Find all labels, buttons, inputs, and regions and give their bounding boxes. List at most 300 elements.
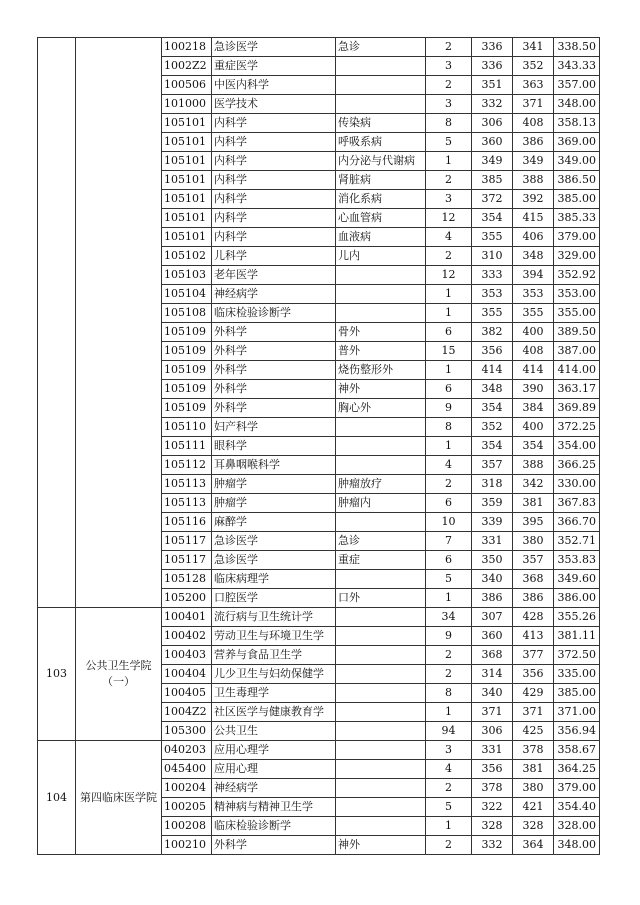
avg-score-cell: 379.00 xyxy=(554,779,600,798)
major-code-cell: 100405 xyxy=(162,684,212,703)
major-code-cell: 105101 xyxy=(162,171,212,190)
college-name-cell: 第四临床医学院 xyxy=(76,741,162,855)
major-name-cell: 麻醉学 xyxy=(212,513,336,532)
direction-cell: 急诊 xyxy=(336,38,426,57)
min-score-cell: 332 xyxy=(472,836,513,855)
major-name-cell: 肿瘤学 xyxy=(212,475,336,494)
major-name-cell: 中医内科学 xyxy=(212,76,336,95)
college-name-cell xyxy=(76,38,162,608)
max-score-cell: 328 xyxy=(513,817,554,836)
min-score-cell: 340 xyxy=(472,570,513,589)
major-code-cell: 105101 xyxy=(162,133,212,152)
avg-score-cell: 379.00 xyxy=(554,228,600,247)
max-score-cell: 341 xyxy=(513,38,554,57)
avg-score-cell: 387.00 xyxy=(554,342,600,361)
direction-cell: 神外 xyxy=(336,836,426,855)
avg-score-cell: 381.11 xyxy=(554,627,600,646)
max-score-cell: 380 xyxy=(513,532,554,551)
max-score-cell: 384 xyxy=(513,399,554,418)
direction-cell: 骨外 xyxy=(336,323,426,342)
min-score-cell: 354 xyxy=(472,399,513,418)
direction-cell xyxy=(336,608,426,627)
max-score-cell: 388 xyxy=(513,456,554,475)
direction-cell: 烧伤整形外 xyxy=(336,361,426,380)
major-name-cell: 外科学 xyxy=(212,380,336,399)
major-name-cell: 医学技术 xyxy=(212,95,336,114)
major-name-cell: 儿科学 xyxy=(212,247,336,266)
max-score-cell: 386 xyxy=(513,133,554,152)
min-score-cell: 333 xyxy=(472,266,513,285)
max-score-cell: 425 xyxy=(513,722,554,741)
direction-cell xyxy=(336,779,426,798)
avg-score-cell: 372.50 xyxy=(554,646,600,665)
admitted-count-cell: 1 xyxy=(426,304,472,323)
admitted-count-cell: 2 xyxy=(426,76,472,95)
direction-cell xyxy=(336,95,426,114)
avg-score-cell: 369.00 xyxy=(554,133,600,152)
avg-score-cell: 358.13 xyxy=(554,114,600,133)
max-score-cell: 364 xyxy=(513,836,554,855)
major-name-cell: 公共卫生 xyxy=(212,722,336,741)
major-code-cell: 100205 xyxy=(162,798,212,817)
min-score-cell: 385 xyxy=(472,171,513,190)
admitted-count-cell: 1 xyxy=(426,152,472,171)
avg-score-cell: 330.00 xyxy=(554,475,600,494)
direction-cell xyxy=(336,266,426,285)
major-code-cell: 1004Z2 xyxy=(162,703,212,722)
direction-cell xyxy=(336,817,426,836)
max-score-cell: 406 xyxy=(513,228,554,247)
min-score-cell: 353 xyxy=(472,285,513,304)
major-code-cell: 105101 xyxy=(162,209,212,228)
admitted-count-cell: 1 xyxy=(426,437,472,456)
major-name-cell: 耳鼻咽喉科学 xyxy=(212,456,336,475)
major-code-cell: 105109 xyxy=(162,380,212,399)
min-score-cell: 352 xyxy=(472,418,513,437)
direction-cell: 传染病 xyxy=(336,114,426,133)
direction-cell: 呼吸系病 xyxy=(336,133,426,152)
admitted-count-cell: 2 xyxy=(426,665,472,684)
avg-score-cell: 335.00 xyxy=(554,665,600,684)
max-score-cell: 349 xyxy=(513,152,554,171)
max-score-cell: 342 xyxy=(513,475,554,494)
avg-score-cell: 363.17 xyxy=(554,380,600,399)
major-name-cell: 临床检验诊断学 xyxy=(212,304,336,323)
direction-cell xyxy=(336,665,426,684)
max-score-cell: 386 xyxy=(513,589,554,608)
min-score-cell: 355 xyxy=(472,228,513,247)
admitted-count-cell: 15 xyxy=(426,342,472,361)
max-score-cell: 371 xyxy=(513,95,554,114)
min-score-cell: 307 xyxy=(472,608,513,627)
major-code-cell: 040203 xyxy=(162,741,212,760)
min-score-cell: 359 xyxy=(472,494,513,513)
direction-cell xyxy=(336,304,426,323)
avg-score-cell: 329.00 xyxy=(554,247,600,266)
admitted-count-cell: 1 xyxy=(426,361,472,380)
admitted-count-cell: 4 xyxy=(426,228,472,247)
major-code-cell: 100404 xyxy=(162,665,212,684)
avg-score-cell: 353.00 xyxy=(554,285,600,304)
max-score-cell: 381 xyxy=(513,760,554,779)
avg-score-cell: 385.00 xyxy=(554,190,600,209)
max-score-cell: 355 xyxy=(513,304,554,323)
min-score-cell: 360 xyxy=(472,133,513,152)
major-code-cell: 105109 xyxy=(162,399,212,418)
direction-cell: 普外 xyxy=(336,342,426,361)
major-code-cell: 105109 xyxy=(162,361,212,380)
major-name-cell: 内科学 xyxy=(212,228,336,247)
min-score-cell: 318 xyxy=(472,475,513,494)
max-score-cell: 348 xyxy=(513,247,554,266)
direction-cell xyxy=(336,570,426,589)
max-score-cell: 357 xyxy=(513,551,554,570)
max-score-cell: 429 xyxy=(513,684,554,703)
admitted-count-cell: 5 xyxy=(426,133,472,152)
major-name-cell: 内科学 xyxy=(212,114,336,133)
admitted-count-cell: 2 xyxy=(426,38,472,57)
major-code-cell: 100402 xyxy=(162,627,212,646)
major-name-cell: 神经病学 xyxy=(212,285,336,304)
avg-score-cell: 385.33 xyxy=(554,209,600,228)
major-name-cell: 临床病理学 xyxy=(212,570,336,589)
admitted-count-cell: 3 xyxy=(426,190,472,209)
min-score-cell: 357 xyxy=(472,456,513,475)
direction-cell xyxy=(336,76,426,95)
major-code-cell: 100506 xyxy=(162,76,212,95)
avg-score-cell: 366.25 xyxy=(554,456,600,475)
max-score-cell: 378 xyxy=(513,741,554,760)
direction-cell: 儿内 xyxy=(336,247,426,266)
avg-score-cell: 355.00 xyxy=(554,304,600,323)
direction-cell xyxy=(336,703,426,722)
admitted-count-cell: 8 xyxy=(426,418,472,437)
major-name-cell: 精神病与精神卫生学 xyxy=(212,798,336,817)
major-code-cell: 105101 xyxy=(162,190,212,209)
admitted-count-cell: 4 xyxy=(426,456,472,475)
min-score-cell: 314 xyxy=(472,665,513,684)
direction-cell: 肿瘤内 xyxy=(336,494,426,513)
max-score-cell: 381 xyxy=(513,494,554,513)
major-code-cell: 105101 xyxy=(162,228,212,247)
max-score-cell: 414 xyxy=(513,361,554,380)
min-score-cell: 354 xyxy=(472,437,513,456)
min-score-cell: 354 xyxy=(472,209,513,228)
admitted-count-cell: 6 xyxy=(426,551,472,570)
admitted-count-cell: 6 xyxy=(426,323,472,342)
major-name-cell: 劳动卫生与环境卫生学 xyxy=(212,627,336,646)
major-code-cell: 105104 xyxy=(162,285,212,304)
major-code-cell: 045400 xyxy=(162,760,212,779)
min-score-cell: 360 xyxy=(472,627,513,646)
admitted-count-cell: 34 xyxy=(426,608,472,627)
direction-cell: 肾脏病 xyxy=(336,171,426,190)
major-code-cell: 100210 xyxy=(162,836,212,855)
admitted-count-cell: 2 xyxy=(426,836,472,855)
max-score-cell: 356 xyxy=(513,665,554,684)
direction-cell: 口外 xyxy=(336,589,426,608)
admitted-count-cell: 2 xyxy=(426,171,472,190)
direction-cell: 胸心外 xyxy=(336,399,426,418)
major-name-cell: 应用心理 xyxy=(212,760,336,779)
direction-cell: 重症 xyxy=(336,551,426,570)
max-score-cell: 415 xyxy=(513,209,554,228)
table-row xyxy=(38,38,600,57)
admitted-count-cell: 9 xyxy=(426,399,472,418)
major-code-cell: 105101 xyxy=(162,114,212,133)
major-name-cell: 内科学 xyxy=(212,190,336,209)
major-name-cell: 重症医学 xyxy=(212,57,336,76)
min-score-cell: 306 xyxy=(472,114,513,133)
major-code-cell: 105101 xyxy=(162,152,212,171)
major-code-cell: 105113 xyxy=(162,494,212,513)
avg-score-cell: 353.83 xyxy=(554,551,600,570)
avg-score-cell: 357.00 xyxy=(554,76,600,95)
max-score-cell: 368 xyxy=(513,570,554,589)
admitted-count-cell: 9 xyxy=(426,627,472,646)
min-score-cell: 339 xyxy=(472,513,513,532)
min-score-cell: 356 xyxy=(472,342,513,361)
major-code-cell: 105112 xyxy=(162,456,212,475)
avg-score-cell: 348.00 xyxy=(554,836,600,855)
min-score-cell: 371 xyxy=(472,703,513,722)
avg-score-cell: 352.92 xyxy=(554,266,600,285)
direction-cell xyxy=(336,798,426,817)
min-score-cell: 368 xyxy=(472,646,513,665)
admission-score-table xyxy=(37,37,600,855)
major-code-cell: 105300 xyxy=(162,722,212,741)
max-score-cell: 353 xyxy=(513,285,554,304)
major-code-cell: 105116 xyxy=(162,513,212,532)
college-number-cell xyxy=(38,38,76,608)
direction-cell: 血液病 xyxy=(336,228,426,247)
major-code-cell: 105117 xyxy=(162,551,212,570)
major-code-cell: 100204 xyxy=(162,779,212,798)
max-score-cell: 390 xyxy=(513,380,554,399)
major-name-cell: 口腔医学 xyxy=(212,589,336,608)
avg-score-cell: 352.71 xyxy=(554,532,600,551)
min-score-cell: 355 xyxy=(472,304,513,323)
max-score-cell: 363 xyxy=(513,76,554,95)
direction-cell: 肿瘤放疗 xyxy=(336,475,426,494)
avg-score-cell: 343.33 xyxy=(554,57,600,76)
admitted-count-cell: 10 xyxy=(426,513,472,532)
major-name-cell: 内科学 xyxy=(212,171,336,190)
max-score-cell: 400 xyxy=(513,323,554,342)
avg-score-cell: 356.94 xyxy=(554,722,600,741)
major-name-cell: 肿瘤学 xyxy=(212,494,336,513)
direction-cell xyxy=(336,456,426,475)
major-name-cell: 内科学 xyxy=(212,152,336,171)
admitted-count-cell: 5 xyxy=(426,570,472,589)
max-score-cell: 354 xyxy=(513,437,554,456)
min-score-cell: 336 xyxy=(472,57,513,76)
direction-cell xyxy=(336,437,426,456)
table-row xyxy=(38,608,600,627)
min-score-cell: 332 xyxy=(472,95,513,114)
direction-cell xyxy=(336,760,426,779)
max-score-cell: 408 xyxy=(513,342,554,361)
major-name-cell: 卫生毒理学 xyxy=(212,684,336,703)
direction-cell xyxy=(336,646,426,665)
admitted-count-cell: 6 xyxy=(426,494,472,513)
major-code-cell: 100403 xyxy=(162,646,212,665)
direction-cell xyxy=(336,741,426,760)
min-score-cell: 348 xyxy=(472,380,513,399)
major-name-cell: 应用心理学 xyxy=(212,741,336,760)
major-code-cell: 105110 xyxy=(162,418,212,437)
admitted-count-cell: 3 xyxy=(426,57,472,76)
min-score-cell: 306 xyxy=(472,722,513,741)
avg-score-cell: 364.25 xyxy=(554,760,600,779)
direction-cell xyxy=(336,418,426,437)
max-score-cell: 380 xyxy=(513,779,554,798)
avg-score-cell: 366.70 xyxy=(554,513,600,532)
admitted-count-cell: 1 xyxy=(426,817,472,836)
admitted-count-cell: 3 xyxy=(426,95,472,114)
major-code-cell: 105109 xyxy=(162,342,212,361)
major-name-cell: 社区医学与健康教育学 xyxy=(212,703,336,722)
admitted-count-cell: 2 xyxy=(426,779,472,798)
major-code-cell: 105111 xyxy=(162,437,212,456)
admitted-count-cell: 2 xyxy=(426,247,472,266)
min-score-cell: 349 xyxy=(472,152,513,171)
major-name-cell: 急诊医学 xyxy=(212,532,336,551)
major-code-cell: 101000 xyxy=(162,95,212,114)
max-score-cell: 371 xyxy=(513,703,554,722)
min-score-cell: 322 xyxy=(472,798,513,817)
admitted-count-cell: 8 xyxy=(426,684,472,703)
max-score-cell: 392 xyxy=(513,190,554,209)
direction-cell: 内分泌与代谢病 xyxy=(336,152,426,171)
avg-score-cell: 371.00 xyxy=(554,703,600,722)
avg-score-cell: 338.50 xyxy=(554,38,600,57)
admitted-count-cell: 1 xyxy=(426,589,472,608)
direction-cell: 心血管病 xyxy=(336,209,426,228)
major-name-cell: 外科学 xyxy=(212,342,336,361)
major-name-cell: 神经病学 xyxy=(212,779,336,798)
max-score-cell: 394 xyxy=(513,266,554,285)
admitted-count-cell: 8 xyxy=(426,114,472,133)
major-code-cell: 105109 xyxy=(162,323,212,342)
avg-score-cell: 372.25 xyxy=(554,418,600,437)
max-score-cell: 352 xyxy=(513,57,554,76)
min-score-cell: 372 xyxy=(472,190,513,209)
max-score-cell: 388 xyxy=(513,171,554,190)
min-score-cell: 414 xyxy=(472,361,513,380)
avg-score-cell: 385.00 xyxy=(554,684,600,703)
admitted-count-cell: 4 xyxy=(426,760,472,779)
major-name-cell: 老年医学 xyxy=(212,266,336,285)
admitted-count-cell: 5 xyxy=(426,798,472,817)
major-name-cell: 外科学 xyxy=(212,361,336,380)
major-code-cell: 105113 xyxy=(162,475,212,494)
max-score-cell: 413 xyxy=(513,627,554,646)
direction-cell xyxy=(336,684,426,703)
direction-cell: 消化系病 xyxy=(336,190,426,209)
major-code-cell: 105103 xyxy=(162,266,212,285)
admitted-count-cell: 2 xyxy=(426,646,472,665)
direction-cell xyxy=(336,285,426,304)
direction-cell xyxy=(336,722,426,741)
major-name-cell: 营养与食品卫生学 xyxy=(212,646,336,665)
max-score-cell: 377 xyxy=(513,646,554,665)
major-name-cell: 流行病与卫生统计学 xyxy=(212,608,336,627)
college-number-cell: 103 xyxy=(38,608,76,741)
major-name-cell: 外科学 xyxy=(212,323,336,342)
min-score-cell: 331 xyxy=(472,741,513,760)
min-score-cell: 382 xyxy=(472,323,513,342)
avg-score-cell: 354.00 xyxy=(554,437,600,456)
avg-score-cell: 355.26 xyxy=(554,608,600,627)
avg-score-cell: 354.40 xyxy=(554,798,600,817)
major-name-cell: 临床检验诊断学 xyxy=(212,817,336,836)
avg-score-cell: 349.00 xyxy=(554,152,600,171)
avg-score-cell: 369.89 xyxy=(554,399,600,418)
max-score-cell: 395 xyxy=(513,513,554,532)
avg-score-cell: 349.60 xyxy=(554,570,600,589)
major-code-cell: 100401 xyxy=(162,608,212,627)
avg-score-cell: 358.67 xyxy=(554,741,600,760)
major-code-cell: 105108 xyxy=(162,304,212,323)
major-code-cell: 100218 xyxy=(162,38,212,57)
min-score-cell: 378 xyxy=(472,779,513,798)
admitted-count-cell: 12 xyxy=(426,209,472,228)
admitted-count-cell: 3 xyxy=(426,741,472,760)
major-code-cell: 105128 xyxy=(162,570,212,589)
min-score-cell: 356 xyxy=(472,760,513,779)
direction-cell: 急诊 xyxy=(336,532,426,551)
admitted-count-cell: 6 xyxy=(426,380,472,399)
major-name-cell: 儿少卫生与妇幼保健学 xyxy=(212,665,336,684)
major-name-cell: 眼科学 xyxy=(212,437,336,456)
major-code-cell: 105200 xyxy=(162,589,212,608)
avg-score-cell: 386.50 xyxy=(554,171,600,190)
avg-score-cell: 367.83 xyxy=(554,494,600,513)
avg-score-cell: 389.50 xyxy=(554,323,600,342)
min-score-cell: 336 xyxy=(472,38,513,57)
direction-cell xyxy=(336,627,426,646)
major-name-cell: 外科学 xyxy=(212,836,336,855)
min-score-cell: 386 xyxy=(472,589,513,608)
major-name-cell: 内科学 xyxy=(212,133,336,152)
major-name-cell: 妇产科学 xyxy=(212,418,336,437)
college-name-cell: 公共卫生学院（一） xyxy=(76,608,162,741)
max-score-cell: 421 xyxy=(513,798,554,817)
table-row xyxy=(38,741,600,760)
min-score-cell: 340 xyxy=(472,684,513,703)
major-code-cell: 105117 xyxy=(162,532,212,551)
major-code-cell: 1002Z2 xyxy=(162,57,212,76)
min-score-cell: 351 xyxy=(472,76,513,95)
major-name-cell: 急诊医学 xyxy=(212,551,336,570)
direction-cell: 神外 xyxy=(336,380,426,399)
admitted-count-cell: 12 xyxy=(426,266,472,285)
min-score-cell: 350 xyxy=(472,551,513,570)
major-name-cell: 内科学 xyxy=(212,209,336,228)
avg-score-cell: 328.00 xyxy=(554,817,600,836)
avg-score-cell: 348.00 xyxy=(554,95,600,114)
max-score-cell: 408 xyxy=(513,114,554,133)
max-score-cell: 400 xyxy=(513,418,554,437)
admitted-count-cell: 7 xyxy=(426,532,472,551)
min-score-cell: 310 xyxy=(472,247,513,266)
admitted-count-cell: 1 xyxy=(426,703,472,722)
direction-cell xyxy=(336,513,426,532)
direction-cell xyxy=(336,57,426,76)
admitted-count-cell: 1 xyxy=(426,285,472,304)
min-score-cell: 328 xyxy=(472,817,513,836)
